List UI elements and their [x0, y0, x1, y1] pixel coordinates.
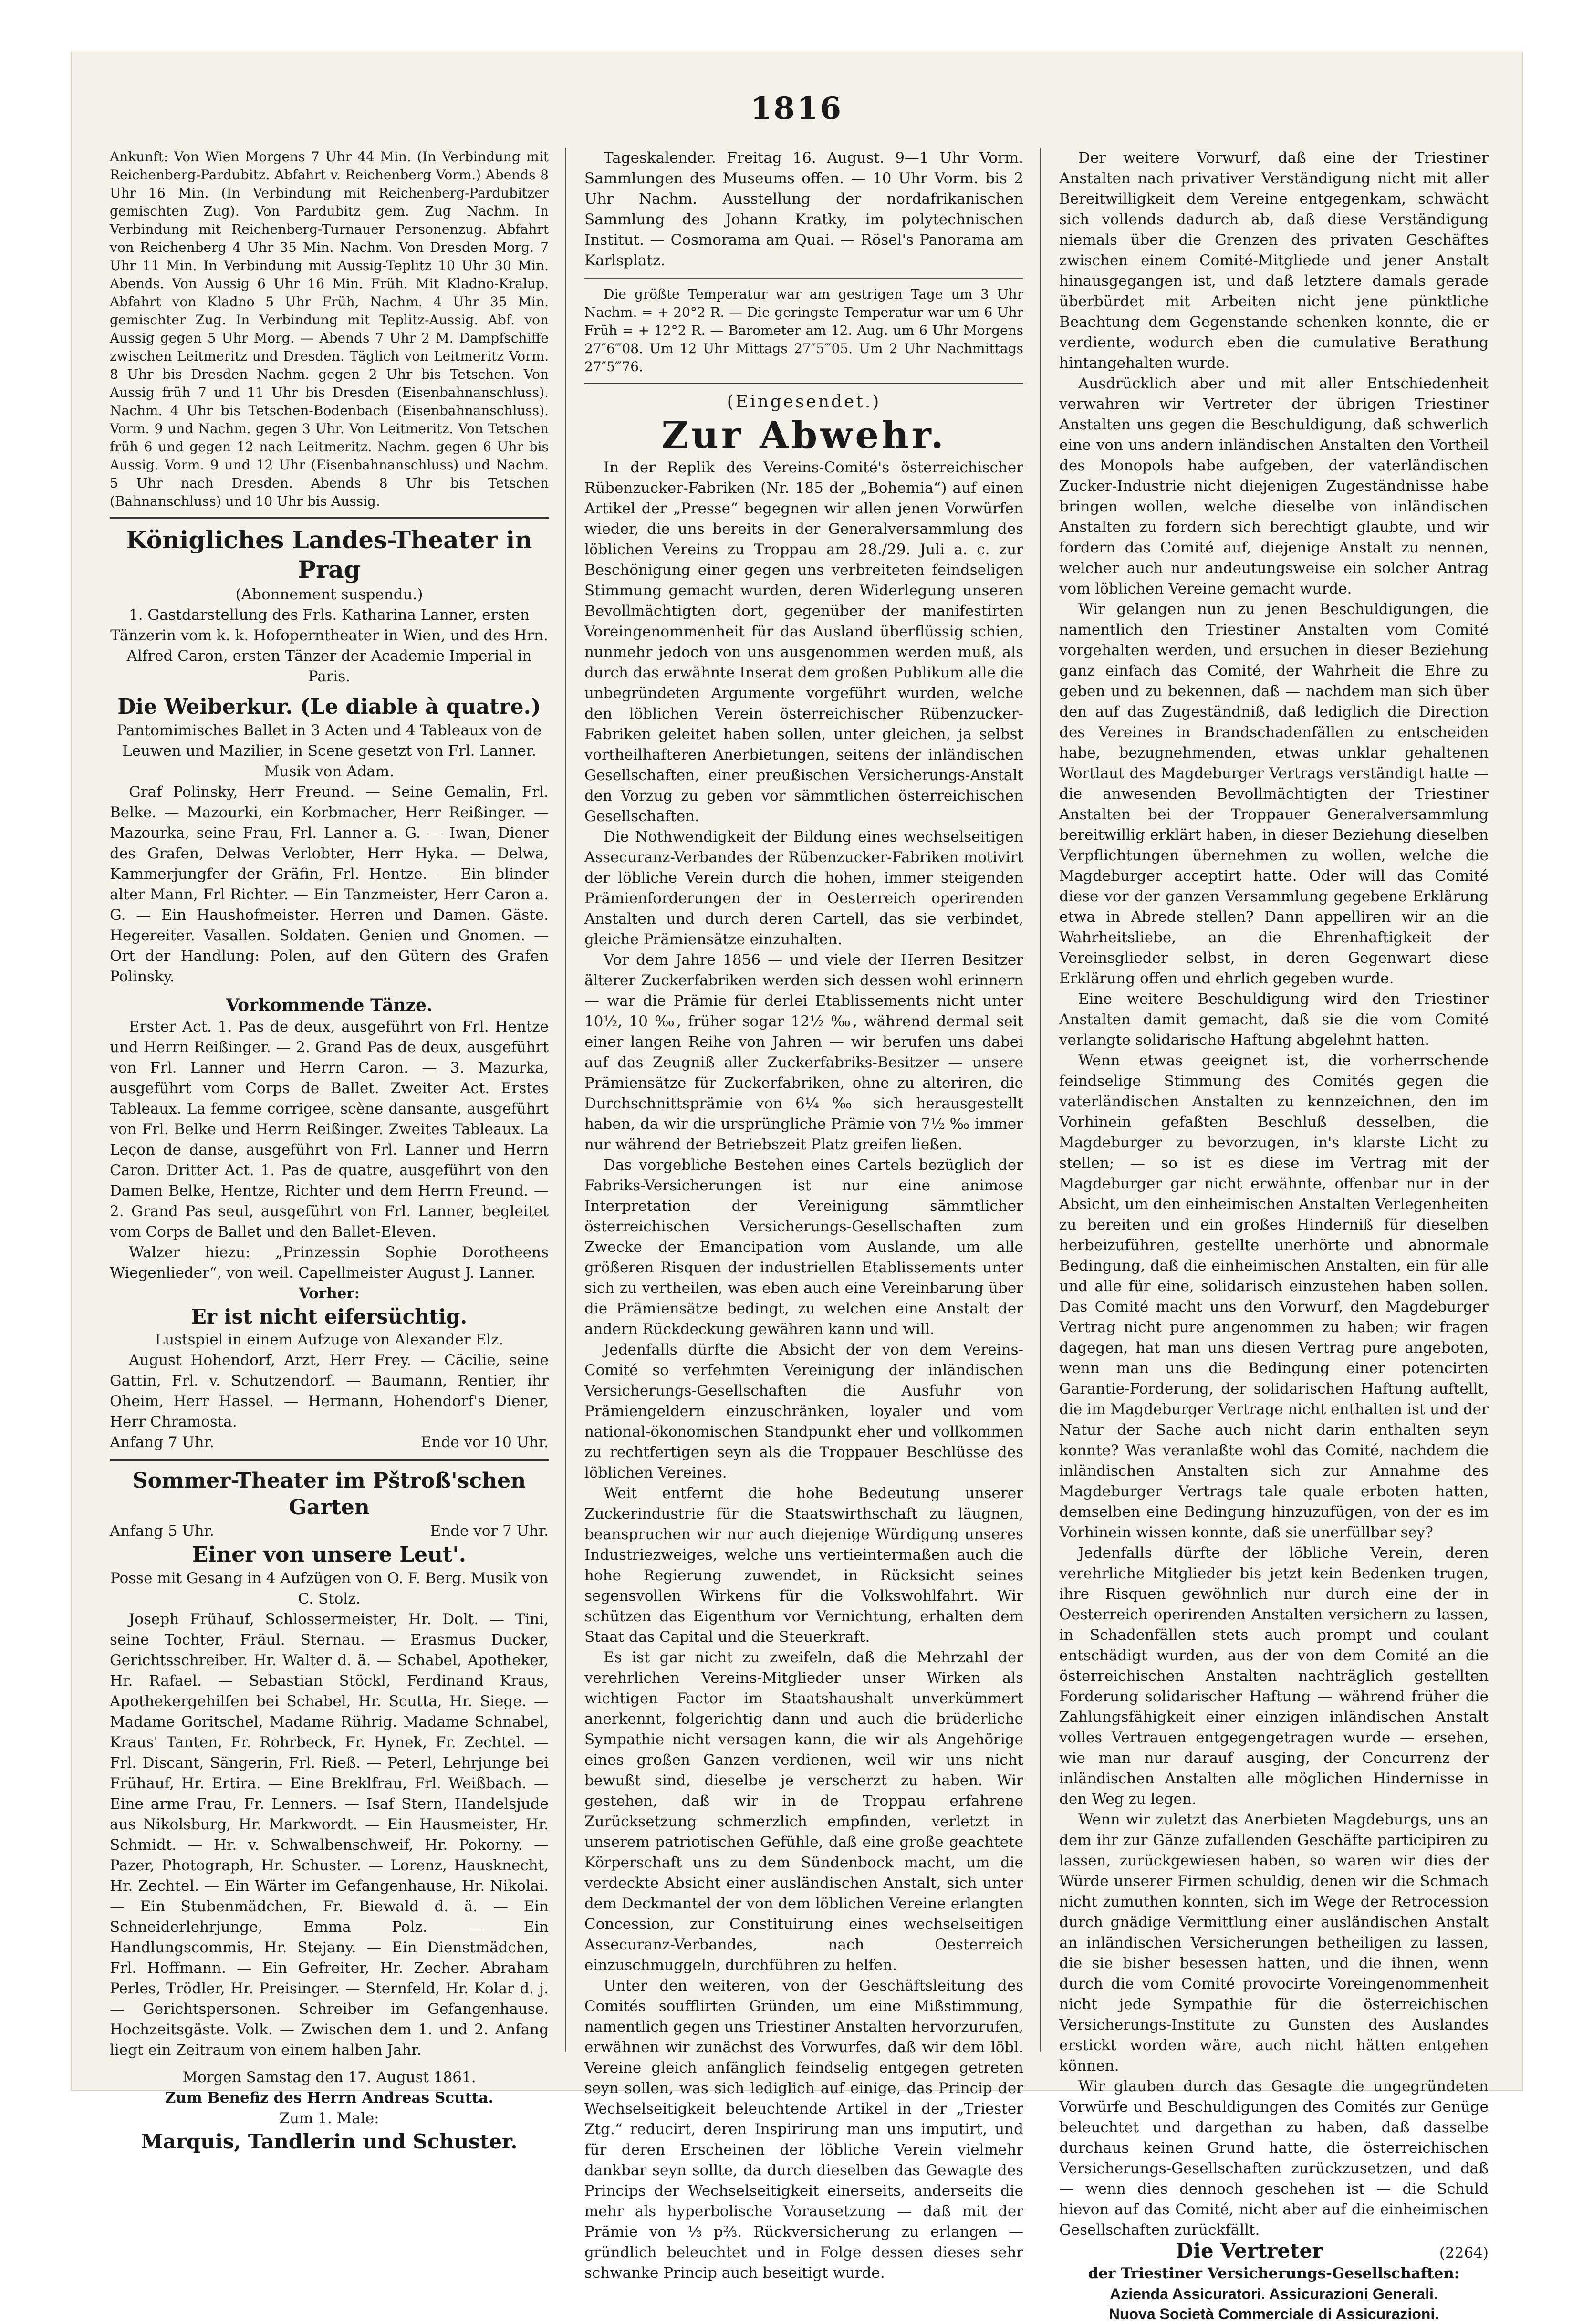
first-time-label: Zum 1. Male: — [279, 2110, 379, 2127]
section-label: (Eingesendet.) — [727, 392, 881, 412]
column-right — [1059, 148, 1489, 2323]
theater-listing-summer — [110, 1468, 549, 2155]
next-play-title: Marquis, Tandlerin und Schuster. — [141, 2130, 518, 2153]
play-title: Die Weiberkur. (Le diable à quatre.) — [117, 695, 541, 719]
dances-heading: Vorkommende Tänze. — [226, 995, 433, 1015]
showtime-row — [110, 1432, 549, 1453]
theater-listing-royal — [110, 525, 549, 1453]
article-paragraph: Jedenfalls dürfte die Absicht der von dem Vereins-Comité so verfehmten Vereinigung der inländischen Versicherungs-Gesellschaften die Ausfuhr von Prämiengeldern einzuschränken, loyaler und vom national-ökonomischen Standpunkt eher und vollkommen zu rechtfertigen seyn als die Troppauer Beschlüsse des löblichen Vereines. — [584, 1341, 1023, 1481]
divider — [584, 278, 1023, 279]
play-title: Einer von unsere Leut'. — [192, 1542, 467, 1567]
column-rule — [1040, 148, 1041, 2052]
article-paragraph: Der weitere Vorwurf, daß eine der Triestiner Anstalten nach privativer Verständigung nicht mit aller Bereitwilligkeit dem Vereine entgegenkam, schwächt sich vollends dadurch ab, daß diese Verständigung niemals über die Grenzen des privaten Geschäftes zwischen einem Comité-Mitgliede und jener Anstalt hinausgegangen ist, und daß letztere damals gerade überbürdet mit Arbeiten nicht jene pünktliche Beachtung dem Gegenstande schenken konnte, die er verdiente, wodurch eben die cumulative Berathung hintangehalten wurde. — [1059, 149, 1489, 372]
article-paragraph: Wenn wir zuletzt das Anerbieten Magdeburgs, uns an dem ihr zur Gänze zufallenden Geschäfte participiren zu lassen, zurückgewiesen haben, so waren wir dies der Würde unserer Firmen schuldig, denen wir die Schmach nicht zumuthen konnten, sich im Wege der Retrocession durch gnädige Vermittlung einer ausländischen Anstalt an inländischen Versicherungen betheiligen zu lassen, die sie bisher besessen hatten, und die ihnen, wenn durch die vom Comité provocirte Voreingenommenheit nicht jede Sympathie für die österreichischen Versicherungs-Institute zu Gunsten des Auslandes erstickt worden wäre, auch nicht hätten entgehen können. — [1059, 1811, 1489, 2074]
play-cast: August Hohendorf, Arzt, Herr Frey. — Cäcilie, seine Gattin, Frl. v. Schutzendorf. — Baumann, Rentier, ihr Oheim, Herr Hassel. — Hermann, Hohendorf's Diener, Herr Chramosta. — [110, 1352, 549, 1430]
waltz-note: Walzer hiezu: „Prinzessin Sophie Dorotheens Wiegenlieder“, von weil. Capellmeister August J. Lanner. — [110, 1244, 549, 1282]
article-paragraph: Die Nothwendigkeit der Bildung eines wechselseitigen Assecuranz-Verbandes der Rübenzucker-Fabriken motivirt der löbliche Verein durch die hohen, immer steigenden Prämienforderungen der in Oesterreich operirenden Anstalten und durch deren Cartell, das sie verbindet, gleiche Prämiensätze einzuhalten. — [584, 828, 1023, 948]
play-description: Lustspiel in einem Aufzuge von Alexander Elz. — [155, 1331, 504, 1348]
article-paragraph: Vor dem Jahre 1856 — und viele der Herren Besitzer älterer Zuckerfabriken werden sich dessen wohl erinnern — war die Prämie für derlei Etablissements nicht unter 10½, 10 ‰, früher sogar 12½ ‰, während dermal seit einer langen Reihe von Jahren — wir berufen uns dabei auf das Zeugniß aller Zuckerfabriks-Besitzer — unsere Prämiensätze für Zuckerfabriken, ohne zu alteriren, die Durchschnittsprämie von 6¼ ‰ sich herausgestellt haben, da wir die ursprüngliche Prämie von 7½ ‰ immer nur während der Betriebszeit Platz greifen ließen. — [584, 951, 1023, 1153]
article-paragraph: Wir glauben durch das Gesagte die ungegründeten Vorwürfe und Beschuldigungen des Comités zur Genüge beleuchtet und dargethan zu haben, daß dasselbe durchaus keinen Grund hatte, die österreichischen Versicherungs-Gesellschaften zurückzusetzen, und daß — wenn dies dennoch geschehen ist — die Schuld hievon auf das Comité, nicht aber auf die einheimischen Gesellschaften zurückfällt. — [1059, 2078, 1489, 2239]
article-paragraph: Wir gelangen nun zu jenen Beschuldigungen, die namentlich den Triestiner Anstalten vom Comité vorgehalten werden, und ersuchen in dieser Beziehung ganz einfach das Comité, der Wahrheit die Ehre zu geben und zu bekennen, daß — nachdem man sich über den auf das Zugeständniß, daß lediglich die Direction des Vereines in Brandschadenfällen zu entscheiden habe, bezugnehmenden, etwas unklar gehaltenen Wortlaut des Magdeburger Vertrags verständigt hatte — die anwesenden Bevollmächtigten der Triestiner Anstalten bei der Troppauer Generalversammlung bereitwillig erklärt haben, in dieser Beziehung dieselben Verpflichtungen übernehmen zu wollen, welche die Magdeburger acceptirt hatte. Oder will das Comité diese vor der ganzen Versammlung gegebene Erklärung etwa in Abrede stellen? Dann appelliren wir an die Wahrheitsliebe, an die Ehrenhaftigkeit der Vereinsglieder selbst, in deren Gegenwart diese Erklärung offen und ehrlich gegeben wurde. — [1059, 601, 1489, 987]
article-paragraph: In der Replik des Vereins-Comité's österreichischer Rübenzucker-Fabriken (Nr. 185 der „Bohemia“) auf einen Artikel der „Presse“ begegnen wir allen jenen Vorwürfen wieder, die uns bereits in der Generalversammlung des löblichen Vereins zu Troppau am 28./29. Juli a. c. zur Beschönigung einer gegen uns verbreiteten feindseligen Stimmung gemacht wurden, deren Widerlegung unseren Bevollmächtigten dort, gegenüber der manifestirten Voreingenommenheit für das Ausland überflüssig schien, nunmehr jedoch von uns ausgenommen werden muß, als durch das erwähnte Inserat dem großen Publikum alle die unbegründeten Argumente vorgeführt wurden, welche den löblichen Verein österreichischer Rübenzucker-Fabriken geleitet haben sollen, unter gleichen, ja selbst vortheilhafteren Anerbietungen, seitens der inländischen Gesellschaften, einer preußischen Versicherungs-Anstalt den Vorzug zu geben vor sämmtlichen österreichischen Gesellschaften. — [584, 459, 1023, 825]
article-paragraph: Ausdrücklich aber und mit aller Entschiedenheit verwahren wir Vertreter der übrigen Triestiner Anstalten uns gegen die Beschuldigung, daß schwerlich eine von uns andern inländischen Anstalten den Vortheil des Monopols habe aufgeben, der vaterländischen Zucker-Industrie nicht diejenigen Zugeständnisse habe bringen wollen, welche dieselbe von inländischen Anstalten zu fordern sich berechtigt glaubte, und wir fordern das Comité auf, diejenige Anstalt zu nennen, welcher auch nur andeutungsweise ein solcher Antrag vom löblichen Vereine gemacht wurde. — [1059, 375, 1489, 597]
article-paragraph: Jedenfalls dürfte der löbliche Verein, deren verehrliche Mitglieder bis jetzt kein Bedenken trugen, ihre Risquen gewöhnlich nur durch eine der in Oesterreich operirenden Anstalten versichern zu lassen, in Schadenfällen stets auch prompt und coulant entschädigt wurden, aus der von dem Comité an die österreichischen Anstalten nachträglich gestellten Forderung solidarischer Haftung — während früher die Zahlungsfähigkeit einer einzigen inländischen Anstalt volles Vertrauen entgegengetragen wurde — ersehen, wie man nur darauf ausging, der Concurrenz der inländischen Anstalten alle möglichen Hindernisse in den Weg zu legen. — [1059, 1544, 1489, 1808]
article-paragraph: Wenn etwas geeignet ist, die vorherrschende feindselige Stimmung des Comités gegen die vaterländischen Anstalten zu kennzeichnen, den im Vorhinein gefaßten Beschluß desselben, die Magdeburger zu bevorzugen, in's klarste Licht zu stellen; — so ist es diese im Vertrag mit der Magdeburger gar nicht erwähnte, offenbar nur in der Absicht, um den einheimischen Anstalten Verlegenheiten zu bereiten und ein großes Hinderniß für dieselben herbeizuführen, gestellte unerhörte und abnormale Bedingung, daß die einheimischen Anstalten, ein für alle und alle für eine, solidarisch einzustehen haben sollen. Das Comité macht uns den Vorwurf, den Magdeburger Vertrag nicht pure angenommen zu haben; wir fragen dagegen, hat man uns diesen Vertrag pure angeboten, wenn man uns die Bedingung einer potencirten Garantie-Forderung, der solidarischen Haftung auftellt, die im Magdeburger Vertrage nicht enthalten ist und der Natur der Sache auch nicht darin enthalten seyn konnte? Was veranlaßte wohl das Comité, nachdem die inländischen Anstalten sich zur Annahme des Magdeburger Vertrags tale quale erboten hatten, demselben eine Bedingung hinzuzufügen, von der es im Vorhinein wissen konnte, daß sie unerfüllbar sey? — [1059, 1052, 1489, 1541]
next-performance-date: Morgen Samstag den 17. August 1861. — [182, 2069, 476, 2086]
article-headline: Zur Abwehr. — [661, 414, 947, 457]
article-paragraph: Weit entfernt die hohe Bedeutung unserer Zuckerindustrie für die Staatswirthschaft zu läugnen, beanspruchen wir nur auch diejenige Würdigung unseres Industriezweiges, welche uns vertieintermaßen auch die hohe Regierung zuwendet, in Rücksicht seines segensvollen Wirkens für die Volkswohlfahrt. Wir schützen das Eigenthum vor Vernichtung, erhalten dem Staat das Capital und die Steuerkraft. — [584, 1485, 1023, 1646]
signature-row — [1059, 2241, 1489, 2263]
column-middle — [584, 148, 1023, 2282]
theater-title: Königliches Landes-Theater in Prag — [126, 526, 532, 584]
column-left — [110, 148, 549, 2153]
guest-performance: 1. Gastdarstellung des Frls. Katharina Lanner, ersten Tänzerin vom k. k. Hofoperntheater in Wien, und des Hrn. Alfred Caron, ersten Tänzer der Academie Imperial in Paris. — [110, 606, 548, 685]
signature-subtitle: der Triestiner Versicherungs-Gesellschaften: — [1088, 2265, 1460, 2282]
advert-reference: (2264) — [1439, 2244, 1489, 2261]
company-names: Nuova Società Commerciale di Assicurazioni. — [1108, 2305, 1439, 2323]
play-description: Posse mit Gesang in 4 Aufzügen von O. F. Berg. Musik von C. Stolz. — [110, 1570, 548, 1607]
play-description: Pantomimisches Ballet in 3 Acten und 4 Tableaux von de Leuwen und Mazilier, in Scene gesetzt von Frl. Lanner. Musik von Adam. — [116, 722, 542, 780]
article-paragraph: Es ist gar nicht zu zweifeln, daß die Mehrzahl der verehrlichen Vereins-Mitglieder unser Wirken als wichtigen Factor im Staatshaushalt unverkümmert anerkennt, folgerichtig dann und auch die brüderliche Sympathie nicht versagen kann, die wir als Angehörige eines großen Ganzen verdienen, weil wir uns nicht bewußt sind, dieselbe je verscherzt zu haben. Wir gestehen, daß wir in de Troppau erfahrene Zurücksetzung schmerzlich empfinden, verletzt in unserem patriotischen Gefühle, daß eine große geachtete Körperschaft uns zu dem Sündenbock macht, um die verdeckte Absicht einer ausländischen Anstalt, sich unter dem Deckmantel der von dem löblichen Vereine erlangten Concession, zur Constituirung eines wechselseitigen Assecuranz-Verbandes, nach Oesterreich einzuschmuggeln, durchführen zu helfen. — [584, 1649, 1023, 1974]
day-calendar: Tageskalender. Freitag 16. August. 9—1 Uhr Vorm. Sammlungen des Museums offen. — 10 Uhr Vorm. bis 2 Uhr Nachm. Ausstellung der nordafrikanischen Sammlung des Johann Kratky, im polytechnischen Institut. — Cosmorama am Quai. — Rösel's Panorama am Karlsplatz. — [584, 149, 1023, 269]
article-paragraph: Das vorgebliche Bestehen eines Cartels bezüglich der Fabriks-Versicherungen ist nur eine animose Interpretation der Vereinigung sämmtlicher österreichischen Versicherungs-Gesellschaften zum Zwecke der Emancipation vom Auslande, um alle größeren Risquen der industriellen Etablissements unter sich zu vertheilen, was eben auch eine Vereinbarung über die Prämiensätze bedingt, zu welchen eine Anstalt der andern Rückdeckung gewähren kann und will. — [584, 1157, 1023, 1338]
signature: Die Vertreter — [1176, 2239, 1323, 2262]
start-time: Anfang 5 Uhr. — [110, 1522, 214, 1540]
end-time: Ende vor 7 Uhr. — [430, 1522, 549, 1540]
temperature-report: Die größte Temperatur war am gestrigen Tage um 3 Uhr Nachm. = + 20°2 R. — Die geringste Temperatur war um 6 Uhr Früh = + 12°2 R. — Barometer am 12. Aug. um 6 Uhr Morgens 27″6‴08. Um 12 Uhr Mittags 27″5‴05. Um 2 Uhr Nachmittags 27″5‴76. — [584, 286, 1023, 375]
start-time: Anfang 7 Uhr. — [110, 1434, 214, 1451]
travel-schedule: Ankunft: Von Wien Morgens 7 Uhr 44 Min. (In Verbindung mit Reichenberg-Pardubitz. Abfahrt v. Reichenberg Vorm.) Abends 8 Uhr 16 Min. (In Verbindung mit Reichenberg-Pardubitzer gemischten Zug). Von Pardubitz gem. Zug Nachm. In Verbindung mit Reichenberg-Turnauer Personenzug. Abfahrt von Reichenberg 4 Uhr 35 Min. Nachm. Von Dresden Morg. 7 Uhr 11 Min. In Verbindung mit Aussig-Teplitz 10 Uhr 30 Min. Abends. Von Aussig 6 Uhr 16 Min. Früh. Mit Kladno-Kralup. Abfahrt von Kladno 5 Uhr Früh, Nachm. 4 Uhr 35 Min. gemischter Zug. In Verbindung mit Teplitz-Aussig. Abf. von Aussig gegen 5 Uhr Morg. — Abends 7 Uhr 2 M. Dampfschiffe zwischen Leitmeritz und Dresden. Täglich von Leitmeritz Vorm. 8 Uhr bis Dresden Nachm. gegen 2 Uhr bis Tetschen. Von Aussig früh 7 und 11 Uhr bis Dresden (Eisenbahnanschluss). Nachm. 4 Uhr bis Tetschen-Bodenbach (Eisenbahnanschluss). Vorm. 9 und Nachm. gegen 3 Uhr. Von Leitmeritz. Von Tetschen früh 6 und gegen 12 nach Leitmeritz. Nachm. gegen 6 Uhr bis Aussig. Vorm. 9 und 12 Uhr (Eisenbahnanschluss) und Nachm. 5 Uhr nach Dresden. Abends 8 Uhr bis Tetschen (Bahnanschluss) und 10 Uhr bis Aussig. — [110, 149, 549, 509]
play-cast: Graf Polinsky, Herr Freund. — Seine Gemalin, Frl. Belke. — Mazourki, ein Korbmacher, Herr Reißinger. — Mazourka, seine Frau, Frl. Lanner a. G. — Iwan, Diener des Grafen, Delwas Verlobter, Herr Hyka. — Delwa, Kammerjungfer der Gräfin, Frl. Hentze. — Ein blinder alter Mann, Frl Richter. — Ein Tanzmeister, Herr Caron a. G. — Ein Haushofmeister. Herren und Damen. Gäste. Hegereiter. Vasallen. Soldaten. Genien und Gnomen. — Ort der Handlung: Polen, auf den Gütern des Grafen Polinsky. — [110, 783, 549, 985]
divider — [110, 517, 549, 519]
divider — [584, 383, 1023, 384]
page-number: 1816 — [750, 91, 844, 126]
dances-list: Erster Act. 1. Pas de deux, ausgeführt von Frl. Hentze und Herrn Reißinger. — 2. Grand Pas de deux, ausgeführt von Frl. Lanner und Herrn Caron. — 3. Mazurka, ausgeführt vom Corps de Ballet. Zweiter Act. Erstes Tableaux. La femme corrigee, scène dansante, ausgeführt von Frl. Belke und Herrn Reißinger. Zweites Tableaux. La Leçon de danse, ausgeführt von Frl. Lanner und Herrn Caron. Dritter Act. 1. Pas de quatre, ausgeführt von den Damen Belke, Hentze, Richter und dem Herrn Freund. — 2. Grand Pas seul, ausgeführt von Frl. Lanner, begleitet vom Corps de Ballet und den Ballet-Eleven. — [110, 1018, 549, 1240]
play-cast: Joseph Frühauf, Schlossermeister, Hr. Dolt. — Tini, seine Tochter, Fräul. Sternau. — Erasmus Ducker, Gerichtsschreiber. Hr. Walter d. ä. — Schabel, Apotheker, Hr. Rafael. — Sebastian Stöckl, Ferdinand Kraus, Apothekergehilfen bei Schabel, Hr. Scutta, Hr. Siege. — Madame Goritschel, Madame Rührig. Madame Schnabel, Kraus' Tanten, Fr. Rohrbeck, Fr. Hynek, Fr. Zechtel. — Frl. Discant, Sängerin, Frl. Rieß. — Peterl, Lehrjunge bei Frühauf, Hr. Ertira. — Eine Breklfrau, Frl. Weißbach. — Eine arme Frau, Fr. Lenners. — Isaf Stern, Handelsjude aus Nikolsburg, Hr. Markwordt. — Ein Hausmeister, Hr. Schmidt. — Hr. v. Schwalbenschweif, Hr. Pokorny. — Pazer, Photograph, Hr. Schuster. — Lorenz, Hausknecht, Hr. Zechtel. — Ein Wärter im Gefangenhause, Hr. Nikolai. — Ein Stubenmädchen, Fr. Biewald d. ä. — Ein Schneiderlehrjunge, Emma Polz. — Ein Handlungscommis, Hr. Stejany. — Ein Dienstmädchen, Frl. Hoffmann. — Ein Gefreiter, Hr. Zecher. Abraham Perles, Trödler, Hr. Preisinger. — Sternfeld, Hr. Kolar d. j. — Gerichtspersonen. Schreiber im Gefangenhause. Hochzeitsgäste. Volk. — Zwischen dem 1. und 2. Anfang liegt ein Zeitraum von einem halben Jahr. — [110, 1611, 549, 2059]
company-names: Azienda Assicuratori. Assicurazioni Generali. — [1110, 2285, 1438, 2303]
article-paragraph: Eine weitere Beschuldigung wird den Triestiner Anstalten damit gemacht, daß sie die vom Comité verlangte solidarische Haftung abgelehnt hatten. — [1059, 990, 1489, 1049]
theater-subtitle: (Abonnement suspendu.) — [235, 586, 423, 603]
showtime-row — [110, 1521, 549, 1542]
before-label: Vorher: — [298, 1285, 360, 1302]
theater-title: Sommer-Theater im Pštroß'schen Garten — [132, 1469, 526, 1520]
article-paragraph: Unter den weiteren, von der Geschäftsleitung des Comités soufflirten Gründen, um eine Mißstimmung, namentlich gegen uns Triestiner Anstalten hervorzurufen, erwähnen wir zunächst des Vorwurfes, daß wir dem löbl. Vereine gleich anfänglich feindselig entgegen getreten seyn sollen, was sich lediglich auf einige, das Princip der Wechselseitigkeit beleuchtende Artikel in der „Triester Ztg.“ reducirt, deren Inspirirung man uns imputirt, und für deren Erscheinen der löbliche Verein vielmehr dankbar seyn sollte, da durch dieselben das Gewagte des Princips der Wechselseitigkeit einerseits, anderseits die mehr als hyperbolische Vorausetzung — daß mit der Prämie von ⅓ p⅔. Rückversicherung zu erlangen — gründlich beleuchtet und in Folge dessen dieses sehr schwanke Princip auch beseitigt wurde. — [584, 1977, 1023, 2282]
column-rule — [565, 148, 566, 2052]
end-time: Ende vor 10 Uhr. — [420, 1434, 549, 1451]
play-title: Er ist nicht eifersüchtig. — [191, 1305, 468, 1328]
benefit-note: Zum Benefiz des Herrn Andreas Scutta. — [165, 2089, 494, 2106]
divider — [110, 1459, 549, 1461]
newspaper-page — [72, 52, 1522, 2323]
